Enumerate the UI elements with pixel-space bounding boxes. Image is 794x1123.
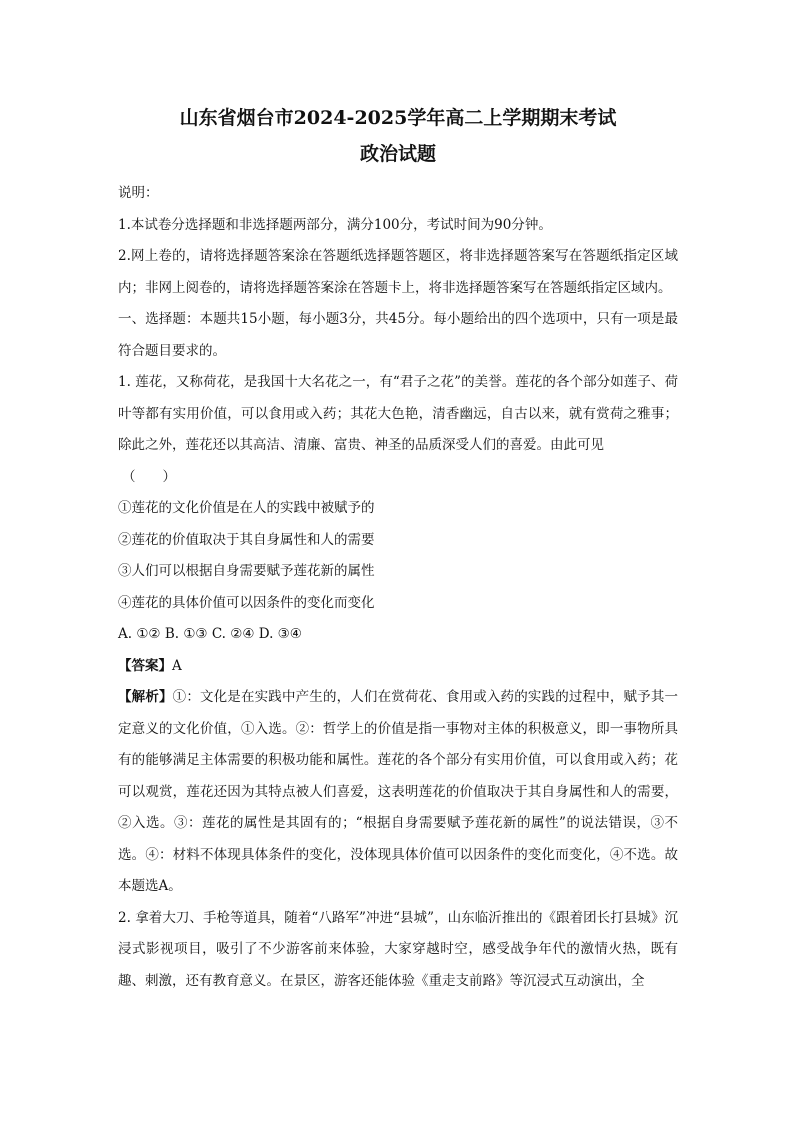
question-2-stem: 2. 拿着大刀、手枪等道具，随着“八路军”冲进“县城”，山东临沂推出的《跟着团长打县城》沉浸式影视项目，吸引了不少游客前来体验，大家穿越时空，感受战争年代的激情火热，既有趣、刺激，还有教育意义。在景区，游客还能体验《重走支前路》等沉浸式互动演出，全 — [118, 909, 678, 989]
question-1-analysis — [118, 682, 678, 903]
analysis-tag: 【解析】 — [118, 689, 173, 705]
intro-item-2: 2.网上卷的，请将选择题答案涂在答题纸选择题答题区，将非选择题答案写在答题纸指定区域内；非网上阅卷的，请将选择题答案涂在答题卡上，将非选择题答案写在答题纸指定区域内。 — [118, 248, 678, 296]
question-1-statement-3: ③人们可以根据自身需要赋予莲花新的属性 — [118, 563, 375, 579]
answer-value: A — [172, 657, 182, 674]
question-1-choices: A. ①② B. ①③ C. ②④ D. ③④ — [118, 626, 302, 642]
answer-tag: 【答案】 — [118, 657, 172, 674]
document-title: 山东省烟台市2024-2025学年高二上学期期末考试 — [179, 107, 617, 129]
question-1-answer — [118, 651, 678, 683]
analysis-text: ①：文化是在实践中产生的，人们在赏荷花、食用或入药的实践的过程中，赋予其一定意义的文化价值，①入选。②：哲学上的价值是指一事物对主体的积极意义，即一事物所具有的能够满足主体需要的积极功能和属性。莲花的各个部分有实用价值，可以食用或入药；花可以观赏，莲花还因为其特点被人们喜爱，这表明莲花的价值取决于其自身属性和人的需要，②入选。③：莲花的属性是其固有的；“根据自身需要赋予莲花新的属性”的说法错误，③不选。④：材料不体现具体条件的变化，没体现具体价值可以因条件的变化而变化，④不选。故本题选A。 — [118, 689, 679, 894]
question-1-stem: 1. 莲花，又称荷花，是我国十大名花之一，有“君子之花”的美誉。莲花的各个部分如莲子、荷叶等都有实用价值，可以食用或入药；其花大色艳，清香幽远，自古以来，就有赏荷之雅事；除此之外，莲花还以其高洁、清廉、富贵、神圣的品质深受人们的喜爱。由此可见 — [118, 374, 678, 453]
question-1-statement-1: ①莲花的文化价值是在人的实践中被赋予的 — [118, 500, 375, 516]
document-subtitle: 政治试题 — [359, 143, 436, 165]
question-1-statement-2: ②莲花的价值取决于其自身属性和人的需要 — [118, 531, 375, 548]
intro-label: 说明： — [118, 185, 159, 201]
section-heading-choice: 一、选择题：本题共15小题，每小题3分，共45分。每小题给出的四个选项中，只有一项是最符合题目要求的。 — [118, 311, 678, 359]
question-1-statement-4: ④莲花的具体价值可以因条件的变化而变化 — [118, 594, 375, 611]
question-1-bracket: （ ） — [122, 468, 176, 485]
intro-item-1: 1.本试卷分选择题和非选择题两部分，满分100分，考试时间为90分钟。 — [118, 216, 552, 233]
document-page — [118, 100, 678, 997]
